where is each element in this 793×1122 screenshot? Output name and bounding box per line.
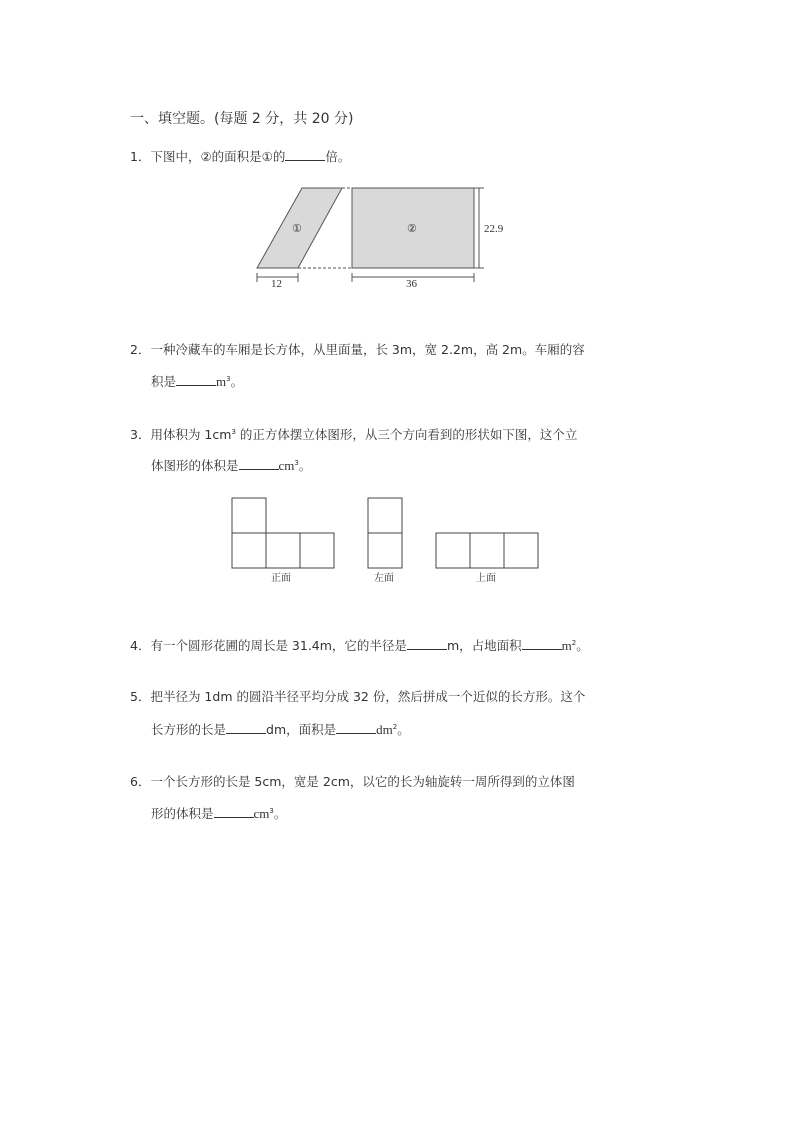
- unit-sup: 3: [226, 374, 231, 383]
- label-shape-1: ①: [292, 223, 302, 235]
- answer-blank[interactable]: [336, 721, 376, 734]
- unit-sup: 2: [392, 722, 398, 731]
- answer-blank[interactable]: [226, 721, 266, 734]
- answer-blank[interactable]: [214, 805, 254, 818]
- q-text: 一种冷藏车的车厢是长方体，从里面量，长 3m，宽 2.2m，高 2m。车厢的容: [150, 342, 585, 357]
- q-text: 。: [230, 374, 244, 389]
- question-3-line2: [151, 456, 311, 474]
- question-2: [130, 340, 585, 358]
- q-text: 把半径为 1dm 的圆沿半径平均分成 32 份，然后拼成一个近似的长方形。这个: [150, 689, 586, 704]
- unit: m: [561, 638, 572, 653]
- question-6-line2: [151, 804, 286, 822]
- q-number: 3．: [130, 427, 151, 442]
- q-text: 有一个圆形花圃的周长是 31.4m，它的半径是: [150, 638, 407, 653]
- label-base-1: 12: [271, 278, 282, 290]
- q-text: 倍。: [325, 149, 351, 164]
- q-text: m，占地面积: [446, 638, 522, 653]
- view-label-left: 左面: [374, 573, 394, 584]
- label-height: 22.9: [484, 223, 504, 235]
- answer-blank[interactable]: [407, 637, 447, 650]
- answer-blank[interactable]: [239, 457, 279, 470]
- unit-sup: 2: [571, 638, 577, 647]
- q-text: 。: [298, 458, 312, 473]
- figure-q3: [232, 498, 538, 568]
- question-3: [130, 425, 577, 443]
- unit: m: [216, 374, 227, 389]
- q-text: 。: [397, 722, 410, 737]
- q-text: 长方形的长是: [151, 722, 227, 737]
- view-label-front: 正面: [271, 573, 291, 584]
- q-text: 用体积为 1cm: [150, 427, 232, 442]
- unit-sup: 3: [231, 427, 236, 436]
- q-number: 6．: [130, 774, 151, 789]
- unit-sup: 3: [269, 806, 274, 815]
- q-text: dm，面积是: [266, 722, 337, 737]
- question-4: [130, 636, 589, 654]
- q-text: 。: [576, 638, 589, 653]
- answer-blank[interactable]: [176, 373, 216, 386]
- question-2-line2: [151, 372, 243, 390]
- q-number: 4．: [130, 638, 151, 653]
- unit: cm: [278, 458, 295, 473]
- q-text: 体图形的体积是: [151, 458, 239, 473]
- q-number: 2．: [130, 342, 151, 357]
- section-title: 一、填空题。(每题 2 分，共 20 分): [130, 111, 354, 127]
- label-base-2: 36: [406, 278, 417, 290]
- q-number: 1．: [130, 149, 151, 164]
- unit: dm: [376, 722, 393, 737]
- answer-blank[interactable]: [522, 637, 562, 650]
- question-5: [130, 687, 585, 705]
- label-shape-2: ②: [407, 223, 417, 235]
- q-text: 一个长方形的长是 5cm，宽是 2cm，以它的长为轴旋转一周所得到的立体图: [150, 774, 575, 789]
- q-number: 5．: [130, 689, 151, 704]
- q-text: 形的体积是: [151, 806, 214, 821]
- unit: cm: [253, 806, 270, 821]
- q-text: 下图中，②的面积是①的: [150, 149, 286, 164]
- q-text: 的正方体摆立体图形，从三个方向看到的形状如下图，这个立: [235, 427, 578, 442]
- question-5-line2: [151, 720, 410, 738]
- question-6: [130, 772, 575, 790]
- figure-q1: [257, 188, 504, 290]
- q-text: 。: [273, 806, 287, 821]
- q-text: 积是: [151, 374, 177, 389]
- view-label-top: 上面: [476, 573, 496, 584]
- unit-sup: 3: [294, 458, 299, 467]
